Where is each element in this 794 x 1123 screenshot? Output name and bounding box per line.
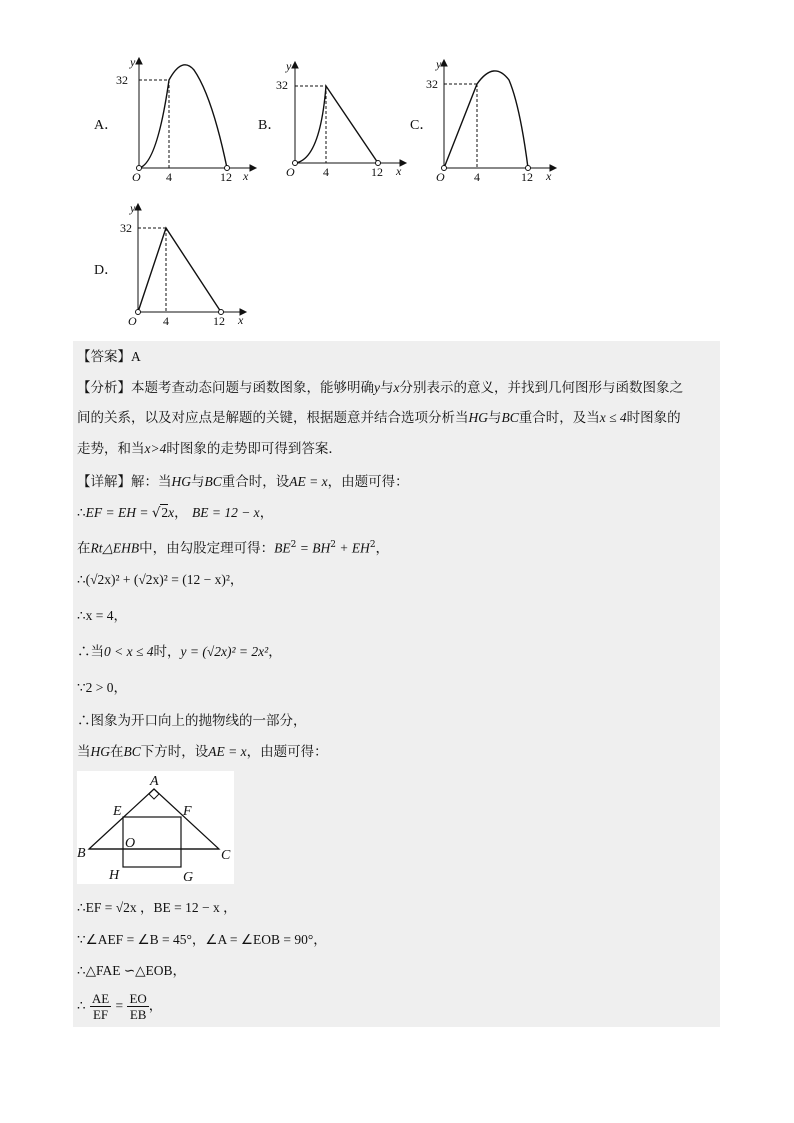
detail-line-7: ∵2 > 0， bbox=[77, 680, 127, 695]
svg-text:O: O bbox=[128, 314, 137, 328]
svg-text:y: y bbox=[436, 57, 442, 71]
svg-text:32: 32 bbox=[426, 77, 438, 91]
svg-text:12: 12 bbox=[521, 170, 533, 184]
option-c-label: C． bbox=[410, 118, 434, 133]
label-A: A bbox=[150, 774, 159, 789]
option-b-label: B． bbox=[258, 118, 282, 133]
option-b-graph bbox=[272, 56, 422, 186]
answer-tag: 【答案】 bbox=[77, 349, 131, 365]
detail-line-11: ∵∠AEF = ∠B = 45°，∠A = ∠EOB = 90°， bbox=[77, 932, 327, 947]
detail-line-6: ∴当0 < x ≤ 4时，y = (√2x)² = 2x²， bbox=[77, 644, 282, 660]
svg-text:x: x bbox=[396, 164, 402, 178]
option-d-graph bbox=[118, 200, 258, 330]
svg-text:y: y bbox=[130, 201, 136, 215]
detail-line-13: ∴ $\frac{AE}{EF}$ = $\frac{EO}{EB}$ ， bbox=[77, 991, 163, 1022]
option-c-graph bbox=[424, 56, 574, 186]
option-a-label: A． bbox=[94, 118, 119, 133]
y-axis-label: y bbox=[130, 56, 136, 69]
svg-text:4: 4 bbox=[474, 170, 480, 184]
svg-text:x: x bbox=[238, 313, 244, 327]
x-tick-12: 12 bbox=[220, 170, 232, 184]
detail-line-9: 当HG在BC下方时，设AE = x，由题可得： bbox=[77, 744, 328, 760]
detail-line-3: 在Rt△EHB中，由勾股定理可得：$BE^2 = BH^2 + EH^2$， bbox=[77, 540, 390, 557]
origin-label: O bbox=[132, 170, 141, 184]
svg-text:O: O bbox=[286, 165, 295, 179]
svg-text:12: 12 bbox=[213, 314, 225, 328]
detail-line-12: ∴△FAE ∽△EOB， bbox=[77, 963, 187, 978]
svg-text:y: y bbox=[286, 59, 292, 73]
detail-line-2: ∴EF = EH = √2x， BE = 12 − x， bbox=[77, 505, 274, 521]
svg-text:x: x bbox=[546, 169, 552, 183]
label-B: B bbox=[77, 846, 86, 861]
detail-tag: 【详解】 bbox=[77, 474, 131, 490]
label-G: G bbox=[183, 870, 194, 884]
svg-text:4: 4 bbox=[323, 165, 329, 179]
fraction-ae-ef: $\frac{AE}{EF}$ bbox=[91, 991, 110, 1022]
x-axis-label: x bbox=[243, 169, 249, 183]
detail-line-4: ∴(√2x)² + (√2x)² = (12 − x)²， bbox=[77, 572, 244, 587]
analysis-line-2: 间的关系，以及对应点是解题的关键，根据题意并结合选项分析当HG与BC重合时，及当x ≤ 4时图象的 bbox=[77, 410, 681, 426]
svg-text:4: 4 bbox=[163, 314, 169, 328]
geometry-figure bbox=[77, 771, 234, 884]
label-O: O bbox=[125, 836, 136, 851]
y-tick-32: 32 bbox=[116, 73, 128, 87]
answer-value: A bbox=[131, 349, 141, 364]
detail-line-5: ∴x = 4， bbox=[77, 608, 127, 623]
label-F: F bbox=[183, 804, 192, 819]
detail-line-10: ∴EF = √2x ，BE = 12 − x ， bbox=[77, 900, 237, 915]
svg-text:12: 12 bbox=[371, 165, 383, 179]
answer-line bbox=[77, 347, 141, 367]
option-d-label: D． bbox=[94, 263, 119, 278]
fraction-eo-eb: $\frac{EO}{EB}$ bbox=[129, 991, 147, 1022]
analysis-line-3: 走势，和当x>4时图象的走势即可得到答案． bbox=[77, 441, 342, 457]
analysis-tag: 【分析】 bbox=[77, 380, 131, 396]
svg-text:O: O bbox=[436, 170, 445, 184]
option-a-graph bbox=[112, 56, 262, 186]
label-C: C bbox=[221, 848, 231, 863]
svg-text:32: 32 bbox=[120, 221, 132, 235]
label-H: H bbox=[109, 868, 120, 883]
label-E: E bbox=[113, 804, 122, 819]
analysis-line-1: 【分析】本题考查动态问题与函数图象，能够明确y与x分别表示的意义，并找到几何图形与函数图象之 bbox=[77, 380, 683, 396]
svg-text:32: 32 bbox=[276, 78, 288, 92]
x-tick-4: 4 bbox=[166, 170, 172, 184]
detail-line-1: 【详解】解：当HG与BC重合时，设AE = x，由题可得： bbox=[77, 474, 409, 490]
detail-line-8: ∴图象为开口向上的抛物线的一部分， bbox=[77, 713, 307, 729]
